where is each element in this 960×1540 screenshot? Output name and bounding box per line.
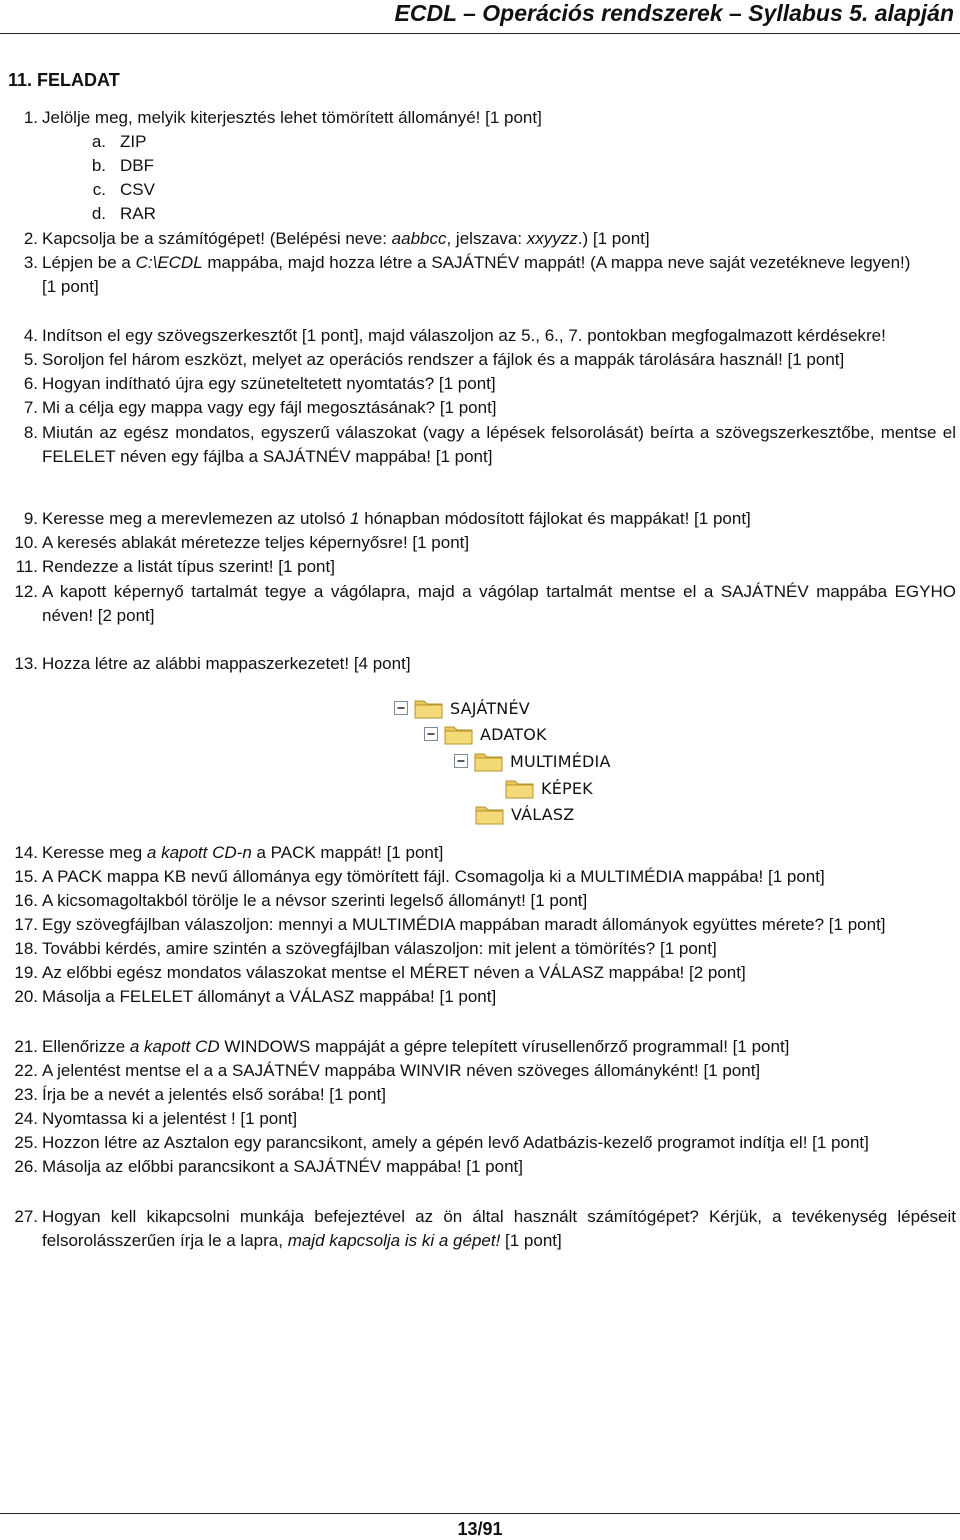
question-text: További kérdés, amire szintén a szövegfájlban válaszoljon: mit jelent a tömörítés? [1 pont]	[42, 939, 717, 958]
folder-icon	[414, 697, 444, 719]
page-number: 13/91	[457, 1519, 503, 1539]
question-text: Lépjen be a C:\ECDL mappába, majd hozza létre a SAJÁTNÉV mappát! (A mappa neve saját vezetékneve legyen!)	[42, 253, 911, 272]
option-letter: c.	[92, 180, 106, 199]
tree-node-label: ADATOK	[480, 724, 547, 744]
option-letter: b.	[91, 156, 106, 175]
question-text: Miután az egész mondatos, egyszerű válaszokat (vagy a lépések felsorolását) beírta a szövegszerkesztőbe, mentse el	[42, 423, 956, 442]
question-text: FELELET néven egy fájlba a SAJÁTNÉV mappába! [1 pont]	[42, 447, 493, 466]
tree-node-label: MULTIMÉDIA	[510, 751, 611, 771]
question-text: Másolja az előbbi parancsikont a SAJÁTNÉV mappába! [1 pont]	[42, 1157, 523, 1176]
option-value: RAR	[120, 204, 156, 223]
tree-node-adatok[interactable]	[424, 722, 547, 746]
question-number: 6.	[23, 374, 38, 393]
question-number: 25.	[14, 1133, 38, 1152]
folder-icon	[505, 777, 535, 799]
question-number: 11.	[15, 557, 38, 576]
question-text: Hogyan indítható újra egy szüneteltetett nyomtatás? [1 pont]	[42, 374, 496, 393]
question-number: 21.	[14, 1037, 38, 1056]
question-text: Mi a célja egy mappa vagy egy fájl megosztásának? [1 pont]	[42, 398, 497, 417]
question-number: 2.	[23, 229, 38, 248]
question-number: 26.	[14, 1157, 38, 1176]
minus-box-icon[interactable]	[454, 754, 468, 768]
task-title: 11. FELADAT	[8, 70, 120, 90]
footer-rule	[0, 1513, 960, 1514]
question-number: 14.	[14, 843, 38, 862]
question-text: Keresse meg a kapott CD-n a PACK mappát! [1 pont]	[42, 843, 444, 862]
option-value: CSV	[120, 180, 155, 199]
question-text: Hozza létre az alábbi mappaszerkezetet! [4 pont]	[42, 654, 411, 673]
question-text: [1 pont]	[42, 277, 99, 296]
tree-node-sajatnev[interactable]	[394, 696, 530, 720]
folder-icon	[474, 750, 504, 772]
question-text: Jelölje meg, melyik kiterjesztés lehet tömörített állományé! [1 pont]	[42, 108, 542, 127]
question-text: Egy szövegfájlban válaszoljon: mennyi a MULTIMÉDIA mappában maradt állományok együttes mérete? [1 pont]	[42, 915, 886, 934]
option-value: DBF	[120, 156, 154, 175]
question-number: 24.	[14, 1109, 38, 1128]
question-number: 12.	[14, 582, 38, 601]
question-text: Az előbbi egész mondatos válaszokat mentse el MÉRET néven a VÁLASZ mappába! [2 pont]	[42, 963, 746, 982]
question-number: 22.	[14, 1061, 38, 1080]
question-text: A kapott képernyő tartalmát tegye a vágólapra, majd a vágólap tartalmát mentse el a SAJÁTNÉV mappába EGYHO	[42, 582, 956, 601]
question-text: néven! [2 pont]	[42, 606, 155, 625]
question-number: 20.	[14, 987, 38, 1006]
option-letter: a.	[91, 132, 106, 151]
question-number: 1.	[23, 108, 38, 127]
question-text: Keresse meg a merevlemezen az utolsó 1 hónapban módosított fájlokat és mappákat! [1 pont]	[42, 509, 751, 528]
tree-node-label: KÉPEK	[541, 778, 593, 798]
document-header: ECDL – Operációs rendszerek – Syllabus 5. alapján	[394, 0, 954, 26]
option-value: ZIP	[120, 132, 147, 151]
option-letter: d.	[91, 204, 106, 223]
tree-node-kepek[interactable]	[505, 776, 593, 800]
question-number: 23.	[14, 1085, 38, 1104]
question-text: A keresés ablakát méretezze teljes képernyősre! [1 pont]	[42, 533, 470, 552]
question-number: 13.	[14, 654, 38, 673]
question-number: 10.	[14, 533, 38, 552]
question-number: 4.	[23, 326, 38, 345]
question-number: 18.	[14, 939, 38, 958]
question-text: Hozzon létre az Asztalon egy parancsikont, amely a gépén levő Adatbázis-kezelő programot indítja el! [1 pont]	[42, 1133, 869, 1152]
question-number: 7.	[23, 398, 38, 417]
question-text: Soroljon fel három eszközt, melyet az operációs rendszer a fájlok és a mappák tárolására használ! [1 pont]	[42, 350, 845, 369]
question-number: 17.	[14, 915, 38, 934]
header-rule	[0, 33, 960, 34]
question-text: A kicsomagoltakból törölje le a névsor szerinti legelső állományt! [1 pont]	[42, 891, 588, 910]
minus-box-icon[interactable]	[424, 727, 438, 741]
question-text: Indítson el egy szövegszerkesztőt [1 pont], majd válaszoljon az 5., 6., 7. pontokban megfogalmazott kérdésekre!	[42, 326, 886, 345]
tree-node-label: SAJÁTNÉV	[450, 698, 530, 718]
tree-node-valasz[interactable]	[475, 802, 574, 826]
folder-icon	[475, 803, 505, 825]
question-number: 15.	[14, 867, 38, 886]
question-text: Másolja a FELELET állományt a VÁLASZ mappába! [1 pont]	[42, 987, 497, 1006]
question-number: 3.	[23, 253, 38, 272]
question-number: 9.	[23, 509, 38, 528]
question-text: Írja be a nevét a jelentés első sorába! [1 pont]	[42, 1085, 387, 1104]
question-text: Rendezze a listát típus szerint! [1 pont]	[42, 557, 335, 576]
question-text: Hogyan kell kikapcsolni munkája befejeztével az ön által használt számítógépet? Kérjük, a tevékenység lépéseit	[42, 1207, 956, 1226]
tree-node-label: VÁLASZ	[511, 804, 575, 824]
question-text: Nyomtassa ki a jelentést ! [1 pont]	[42, 1109, 298, 1128]
minus-box-icon[interactable]	[394, 701, 408, 715]
question-number: 8.	[23, 423, 38, 442]
question-text: A PACK mappa KB nevű állománya egy tömörített fájl. Csomagolja ki a MULTIMÉDIA mappába! [1 pont]	[42, 867, 825, 886]
question-text: Ellenőrizze a kapott CD WINDOWS mappáját a gépre telepített vírusellenőrző programmal! [1 pont]	[42, 1037, 790, 1056]
folder-icon	[444, 723, 474, 745]
question-number: 19.	[14, 963, 38, 982]
question-number: 16.	[14, 891, 38, 910]
question-text: A jelentést mentse el a a SAJÁTNÉV mappába WINVIR néven szöveges állományként! [1 pont]	[42, 1061, 761, 1080]
question-number: 27.	[14, 1207, 38, 1226]
question-text: Kapcsolja be a számítógépet! (Belépési neve: aabbcc, jelszava: xxyyzz.) [1 pont]	[42, 229, 650, 248]
question-text: felsorolásszerűen írja le a lapra, majd kapcsolja is ki a gépet! [1 pont]	[42, 1231, 562, 1250]
tree-node-multimedia[interactable]	[454, 749, 611, 773]
question-number: 5.	[23, 350, 38, 369]
